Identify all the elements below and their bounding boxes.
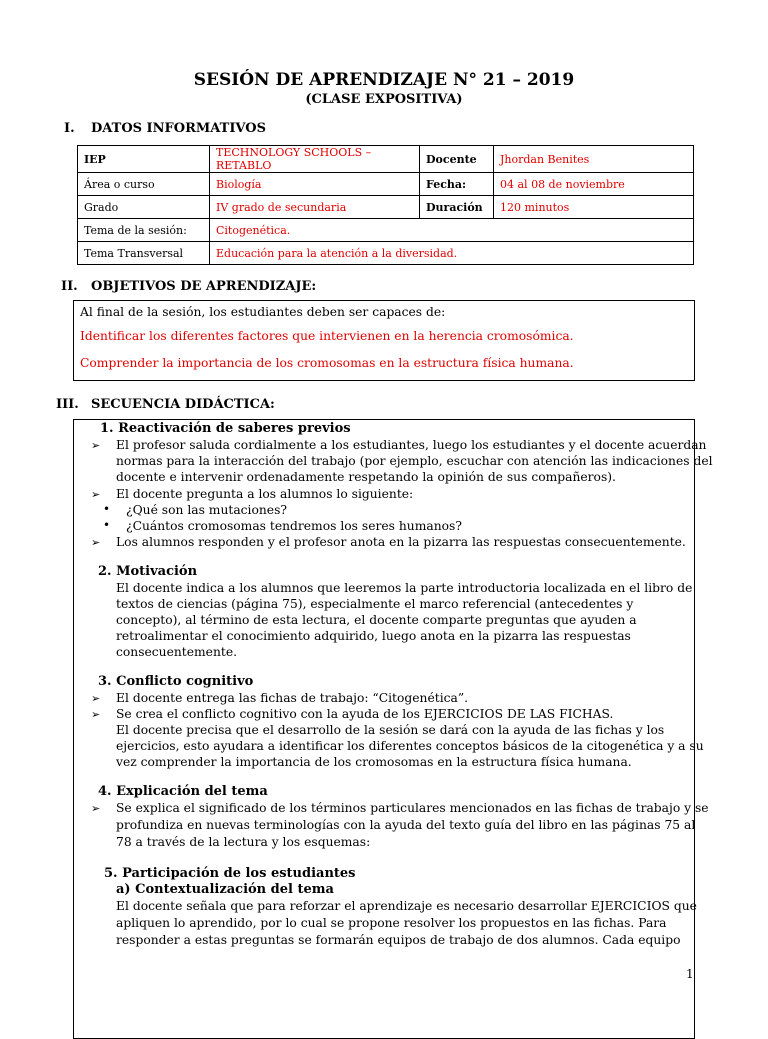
- step-title: 2. Motivación: [98, 564, 198, 579]
- info-label: Tema Transversal: [78, 242, 210, 265]
- step-text: Se crea el conflicto cognitivo con la ayuda de los EJERCICIOS DE LAS FICHAS.: [116, 707, 614, 721]
- objectives-intro: Al final de la sesión, los estudiantes deben ser capaces de:: [80, 305, 446, 319]
- section-number: III.: [56, 397, 79, 412]
- info-value: TECHNOLOGY SCHOOLS – RETABLO: [210, 146, 420, 173]
- page-subtitle: (CLASE EXPOSITIVA): [305, 92, 463, 107]
- info-table: [77, 145, 694, 265]
- table-row: [78, 196, 694, 219]
- step-text: 78 a través de la lectura y los esquemas:: [116, 835, 371, 849]
- page-title: SESIÓN DE APRENDIZAJE N° 21 – 2019: [193, 70, 575, 90]
- info-label: Área o curso: [78, 173, 210, 196]
- step-text: concepto), al término de esta lectura, el docente comparte preguntas que ayuden a: [116, 613, 637, 627]
- step-text: El docente indica a los alumnos que leeremos la parte introductoria localizada en el libro de: [116, 581, 693, 595]
- info-value: Jhordan Benites: [494, 146, 694, 173]
- info-label: IEP: [78, 146, 210, 173]
- arrow-bullet-icon: ➢: [91, 692, 101, 705]
- step-text: Se explica el significado de los términos particulares mencionados en las fichas de trabajo y se: [116, 801, 709, 815]
- question-item: ¿Cuántos cromosomas tendremos los seres humanos?: [126, 519, 462, 533]
- step-text: ejercicios, esto ayudara a identificar los diferentes conceptos básicos de la citogenética y a su: [116, 739, 704, 753]
- info-label: Tema de la sesión:: [78, 219, 210, 242]
- question-item: ¿Qué son las mutaciones?: [126, 503, 287, 517]
- section-heading: OBJETIVOS DE APRENDIZAJE:: [91, 279, 317, 294]
- step-text: El docente precisa que el desarrollo de la sesión se dará con la ayuda de las fichas y los: [116, 723, 665, 737]
- step-title: 5. Participación de los estudiantes: [104, 866, 356, 881]
- arrow-bullet-icon: ➢: [91, 802, 101, 815]
- section-number: II.: [61, 279, 78, 294]
- step-text: responder a estas preguntas se formarán equipos de trabajo de dos alumnos. Cada equipo: [116, 933, 681, 947]
- step-text: El profesor saluda cordialmente a los estudiantes, luego los estudiantes y el docente acuerdan: [116, 438, 707, 452]
- table-row: [78, 173, 694, 196]
- section-heading: DATOS INFORMATIVOS: [91, 121, 266, 136]
- info-value: 04 al 08 de noviembre: [494, 173, 694, 196]
- step-text: Los alumnos responden y el profesor anota en la pizarra las respuestas consecuentemente.: [116, 535, 686, 549]
- step-text: apliquen lo aprendido, por lo cual se propone resolver los propuestos en las fichas. Para: [116, 916, 667, 930]
- section-heading: SECUENCIA DIDÁCTICA:: [91, 397, 275, 412]
- objective-item: Identificar los diferentes factores que intervienen en la herencia cromosómica.: [80, 329, 574, 343]
- step-text: El docente señala que para reforzar el aprendizaje es necesario desarrollar EJERCICIOS que: [116, 899, 697, 913]
- section-number: I.: [64, 121, 75, 136]
- page-number: 1: [686, 967, 694, 981]
- info-value: IV grado de secundaria: [210, 196, 420, 219]
- info-value: Biología: [210, 173, 420, 196]
- arrow-bullet-icon: ➢: [91, 488, 101, 501]
- step-text: normas para la interacción del trabajo (por ejemplo, escuchar con atención las indicaciones del: [116, 454, 713, 468]
- dot-bullet-icon: •: [103, 502, 111, 516]
- arrow-bullet-icon: ➢: [91, 708, 101, 721]
- info-label: Docente: [420, 146, 494, 173]
- arrow-bullet-icon: ➢: [91, 536, 101, 549]
- step-text: vez comprender la importancia de los cromosomas en la estructura física humana.: [116, 755, 632, 769]
- objective-item: Comprender la importancia de los cromosomas en la estructura física humana.: [80, 356, 574, 370]
- info-value: Citogenética.: [210, 219, 694, 242]
- step-title: 3. Conflicto cognitivo: [98, 674, 254, 689]
- arrow-bullet-icon: ➢: [91, 439, 101, 452]
- table-row: [78, 242, 694, 265]
- info-label: Fecha:: [420, 173, 494, 196]
- step-text: El docente pregunta a los alumnos lo siguiente:: [116, 487, 414, 501]
- info-value: Educación para la atención a la diversidad.: [210, 242, 694, 265]
- step-subtitle: a) Contextualización del tema: [116, 882, 334, 897]
- step-title: 1. Reactivación de saberes previos: [100, 421, 351, 436]
- table-row: [78, 146, 694, 173]
- table-row: [78, 219, 694, 242]
- step-text: textos de ciencias (página 75), especialmente el marco referencial (antecedentes y: [116, 597, 634, 611]
- step-text: docente e intervenir ordenadamente respetando la opinión de sus compañeros).: [116, 470, 616, 484]
- step-text: retroalimentar el conocimiento adquirido, luego anota en la pizarra las respuestas: [116, 629, 631, 643]
- info-value: 120 minutos: [494, 196, 694, 219]
- step-title: 4. Explicación del tema: [98, 784, 268, 799]
- step-text: El docente entrega las fichas de trabajo: “Citogenética”.: [116, 691, 469, 705]
- dot-bullet-icon: •: [103, 518, 111, 532]
- info-label: Grado: [78, 196, 210, 219]
- info-label: Duración: [420, 196, 494, 219]
- step-text: consecuentemente.: [116, 645, 238, 659]
- step-text: profundiza en nuevas terminologías con la ayuda del texto guía del libro en las páginas 75 al: [116, 818, 696, 832]
